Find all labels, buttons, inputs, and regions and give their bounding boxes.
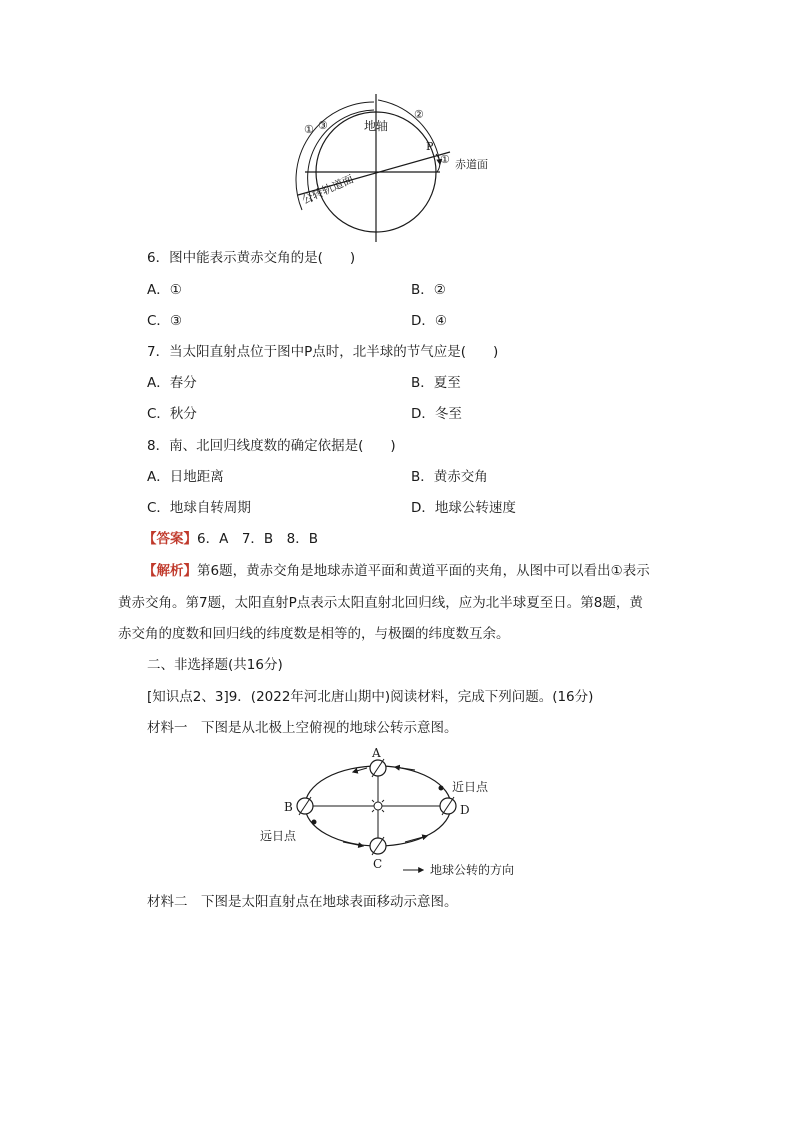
q8-option-b: B．黄赤交角 bbox=[411, 469, 488, 485]
answer-text: 6．A 7．B 8．B bbox=[197, 531, 319, 547]
q7-option-d: D．冬至 bbox=[411, 406, 462, 422]
label-c: C bbox=[373, 857, 383, 871]
earth-position-d bbox=[440, 797, 456, 815]
q6-option-b: B．② bbox=[411, 282, 446, 298]
label-aphelion: 远日点 bbox=[260, 829, 297, 843]
obliquity-diagram bbox=[290, 92, 510, 244]
direction-arrow-bottom-right bbox=[405, 836, 427, 842]
orbit-diagram bbox=[255, 744, 545, 882]
label-axis: 地轴 bbox=[364, 119, 389, 133]
label-d: D bbox=[460, 803, 470, 817]
q6-stem: 6．图中能表示黄赤交角的是( ) bbox=[147, 250, 356, 266]
q6-option-d: D．④ bbox=[411, 313, 447, 329]
q7-option-c: C．秋分 bbox=[147, 406, 197, 422]
label-equator: 赤道面 bbox=[455, 158, 488, 171]
material-1: 材料一 下图是从北极上空俯视的地球公转示意图。 bbox=[147, 720, 458, 736]
label-mark-1: ① bbox=[304, 123, 314, 136]
direction-arrow-top-left bbox=[353, 768, 367, 772]
q6-option-c: C．③ bbox=[147, 313, 183, 329]
label-a: A bbox=[372, 746, 381, 760]
earth-position-c bbox=[370, 837, 386, 855]
analysis-line-1 bbox=[143, 561, 650, 581]
q7-option-b: B．夏至 bbox=[411, 375, 461, 391]
q7-stem: 7．当太阳直射点位于图中P点时，北半球的节气应是( ) bbox=[147, 344, 499, 360]
analysis-line-2: 黄赤交角。第7题，太阳直射P点表示太阳直射北回归线，应为北半球夏至日。第8题，黄 bbox=[118, 595, 643, 611]
sun-icon bbox=[374, 802, 382, 810]
section-heading: 二、非选择题(共16分) bbox=[147, 657, 283, 673]
direction-arrow-top-right bbox=[395, 767, 415, 770]
q9-intro: [知识点2、3]9．(2022年河北唐山期中)阅读材料，完成下列问题。(16分) bbox=[147, 689, 594, 705]
label-perihelion: 近日点 bbox=[452, 780, 489, 794]
label-mark-2: ② bbox=[414, 108, 424, 121]
q7-option-a: A．春分 bbox=[147, 375, 197, 391]
direction-arrow-bottom-left bbox=[343, 842, 363, 846]
q8-option-c: C．地球自转周期 bbox=[147, 500, 251, 516]
answer-line bbox=[143, 529, 318, 549]
answer-tag: 【答案】 bbox=[143, 531, 197, 547]
material-2: 材料二 下图是太阳直射点在地球表面移动示意图。 bbox=[147, 894, 458, 910]
q8-option-d: D．地球公转速度 bbox=[411, 500, 516, 516]
label-orbit: 公转轨道面 bbox=[299, 172, 356, 207]
q8-option-a: A．日地距离 bbox=[147, 469, 224, 485]
label-b: B bbox=[284, 800, 293, 814]
perihelion-dot bbox=[439, 786, 444, 791]
q6-option-a: A．① bbox=[147, 282, 182, 298]
q8-stem: 8．南、北回归线度数的确定依据是( ) bbox=[147, 438, 396, 454]
analysis-line-3: 赤交角的度数和回归线的纬度数是相等的，与极圈的纬度数互余。 bbox=[118, 626, 510, 642]
analysis-text-1: 第6题，黄赤交角是地球赤道平面和黄道平面的夹角，从图中可以看出①表示 bbox=[197, 563, 650, 579]
legend-label: 地球公转的方向 bbox=[430, 863, 515, 877]
analysis-tag: 【解析】 bbox=[143, 563, 197, 579]
earth-position-a bbox=[370, 759, 386, 777]
aphelion-dot bbox=[312, 820, 317, 825]
earth-position-b bbox=[297, 797, 313, 815]
label-p: P bbox=[426, 140, 434, 153]
label-mark-3: ③ bbox=[318, 119, 328, 132]
label-mark-1-right: ① bbox=[440, 153, 450, 166]
